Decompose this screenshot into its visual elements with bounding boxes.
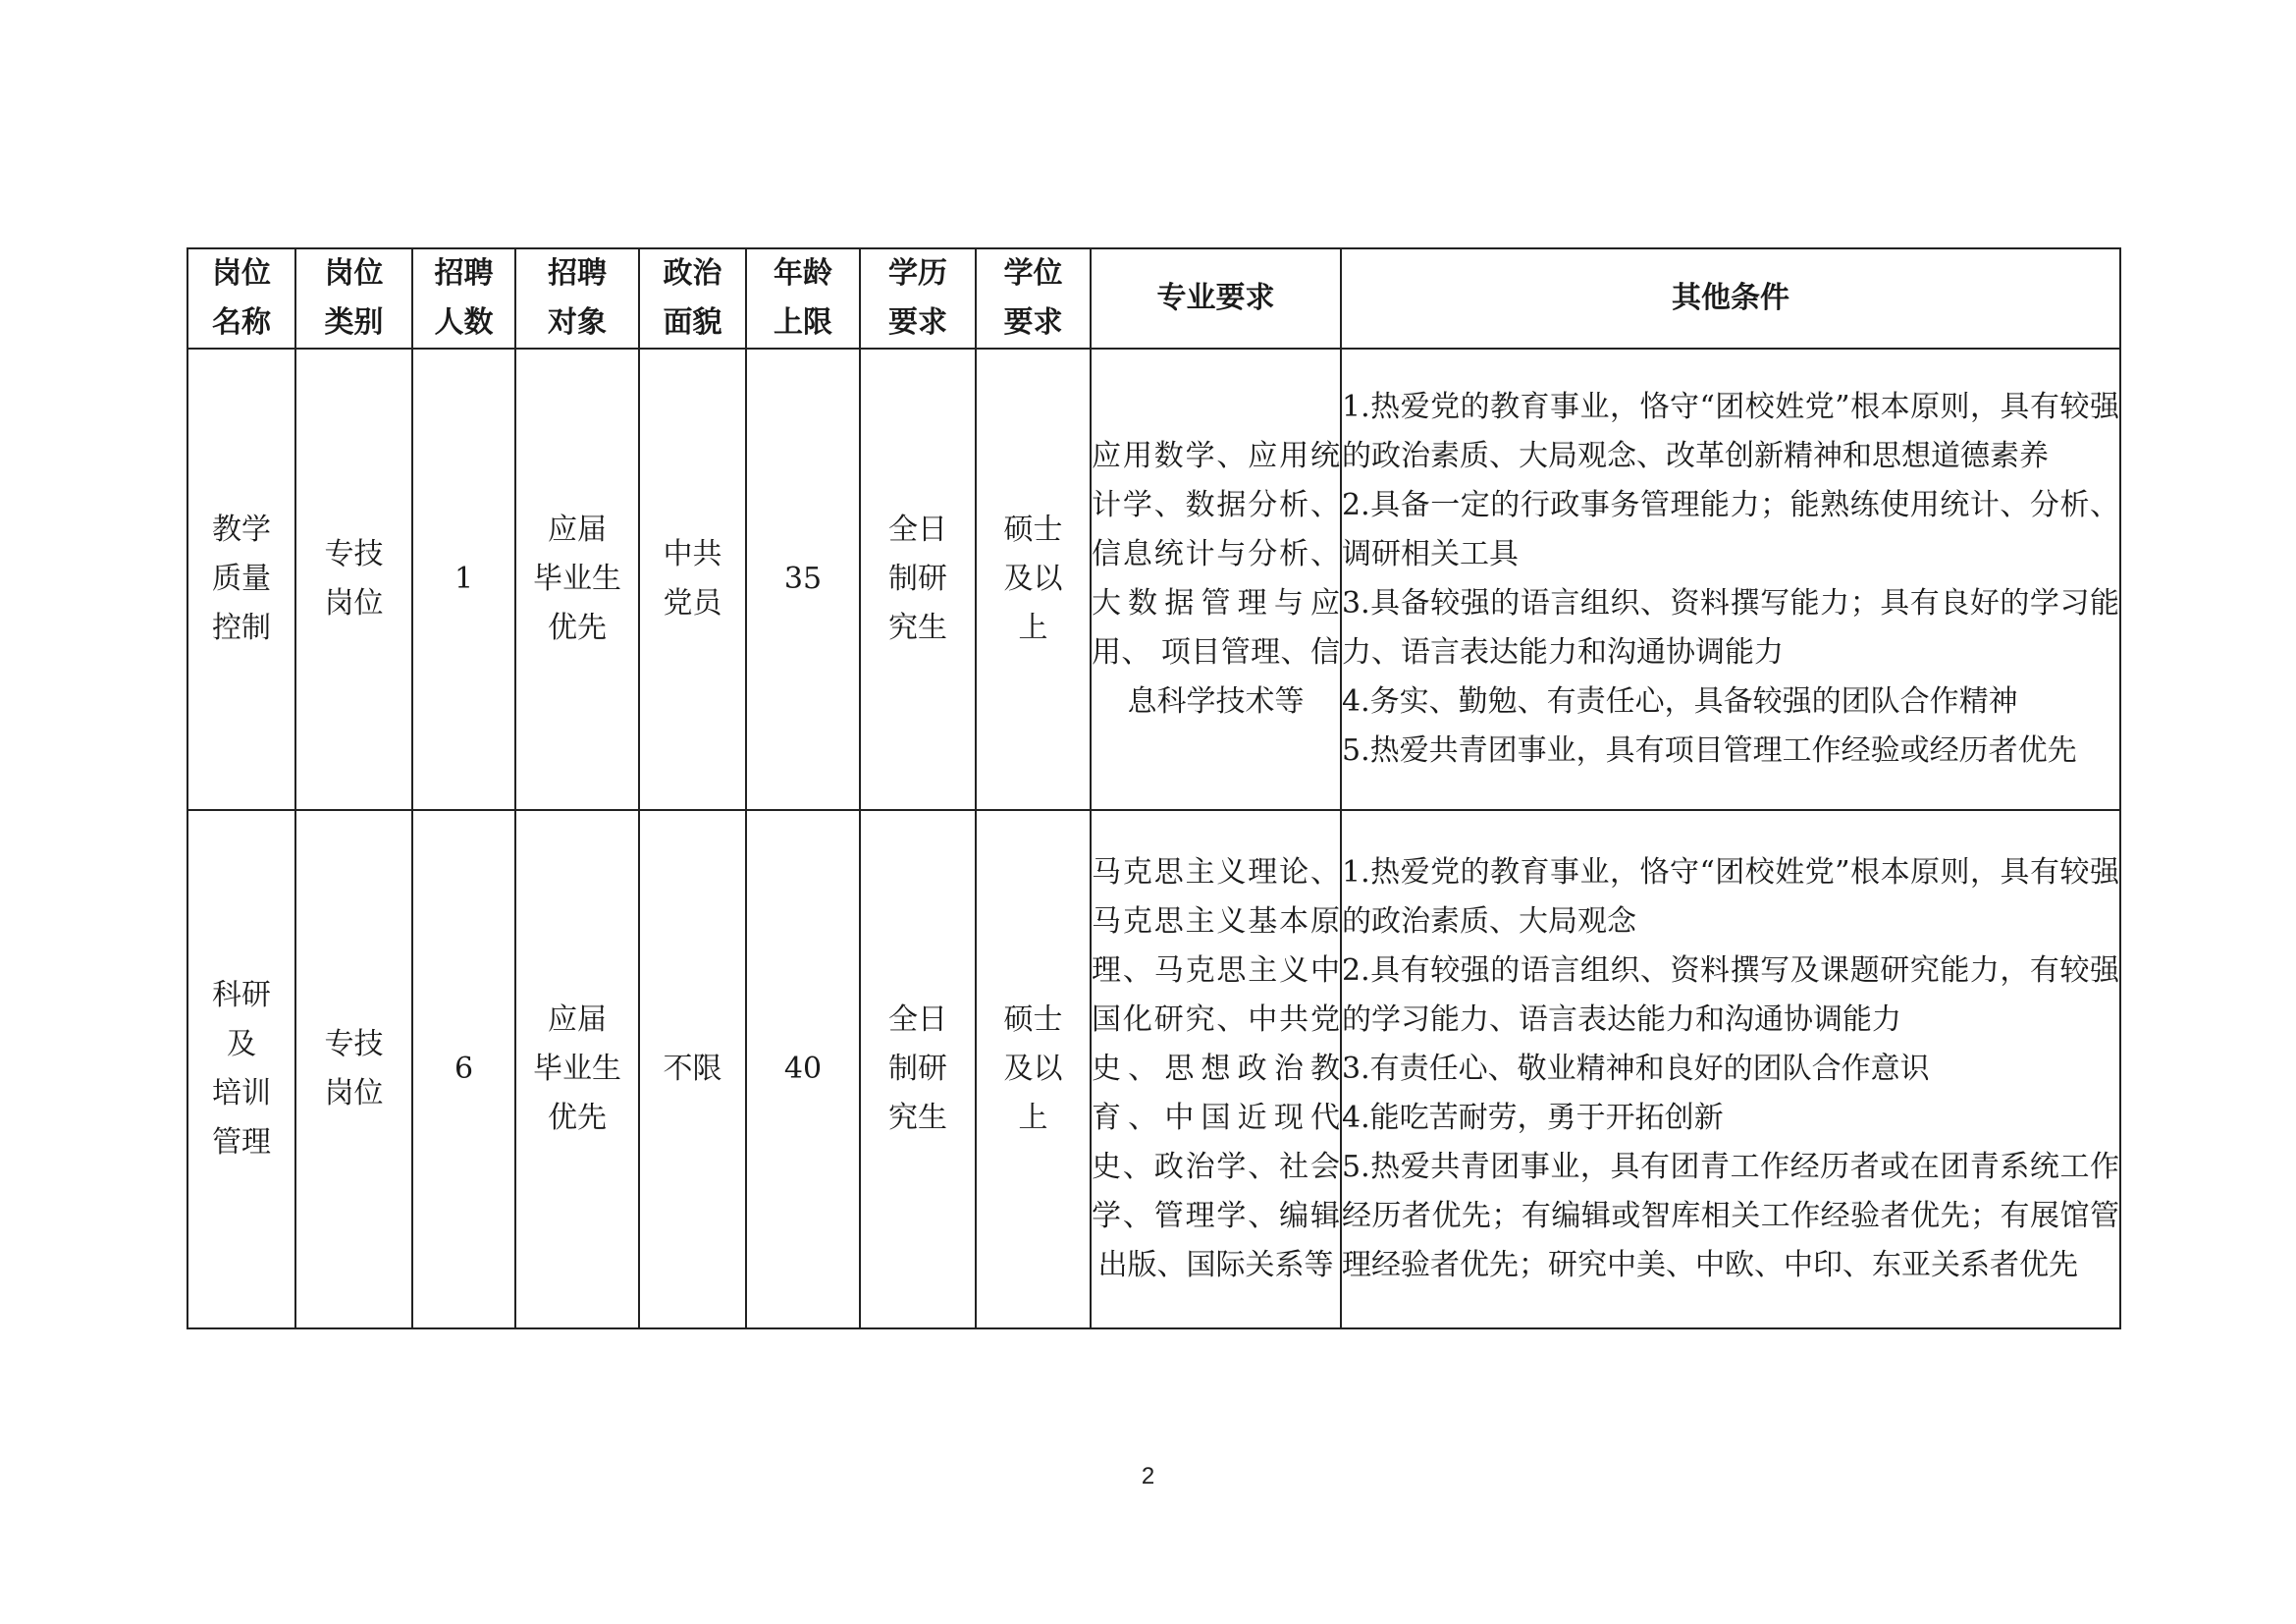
degree-cell: 硕士 及以 上 — [976, 810, 1091, 1328]
position-category-cell: 专技 岗位 — [295, 810, 412, 1328]
headcount-cell: 1 — [412, 349, 515, 810]
headcount-cell: 6 — [412, 810, 515, 1328]
header-cell: 岗位 类别 — [295, 248, 412, 349]
condition-item: 1.热爱党的教育事业，恪守“团校姓党”根本原则，具有较强的政治素质、大局观念、改革创新精神和思想道德素养 — [1342, 390, 2119, 473]
header-cell: 政治 面貌 — [639, 248, 746, 349]
header-cell: 其他条件 — [1341, 248, 2120, 349]
condition-item: 2.具备一定的行政事务管理能力；能熟练使用统计、分析、调研相关工具 — [1342, 488, 2119, 571]
condition-item: 1.热爱党的教育事业，恪守“团校姓党”根本原则，具有较强的政治素质、大局观念 — [1342, 855, 2119, 939]
age-limit-cell: 35 — [746, 349, 860, 810]
other-conditions-cell — [1341, 810, 2120, 1328]
education-cell: 全日 制研 究生 — [860, 349, 976, 810]
major-requirement-cell: 应用数学、应用统计学、数据分析、信息统计与分析、大数据管理与应用、 项目管理、信息科学技术等 — [1091, 349, 1341, 810]
table-row — [187, 349, 2120, 810]
header-cell: 岗位 名称 — [187, 248, 295, 349]
condition-item: 3.具备较强的语言组织、资料撰写能力；具有良好的学习能力、语言表达能力和沟通协调能力 — [1342, 586, 2119, 670]
degree-cell: 硕士 及以 上 — [976, 349, 1091, 810]
recruitment-table — [187, 247, 2121, 1329]
header-cell: 年龄 上限 — [746, 248, 860, 349]
header-cell: 招聘 对象 — [515, 248, 639, 349]
header-cell: 专业要求 — [1091, 248, 1341, 349]
header-cell: 招聘 人数 — [412, 248, 515, 349]
condition-item: 5.热爱共青团事业，具有项目管理工作经验或经历者优先 — [1342, 733, 2077, 768]
position-name-cell: 教学 质量 控制 — [187, 349, 295, 810]
condition-item: 4.务实、勤勉、有责任心，具备较强的团队合作精神 — [1342, 684, 2018, 719]
position-name-cell: 科研 及 培训 管理 — [187, 810, 295, 1328]
education-cell: 全日 制研 究生 — [860, 810, 976, 1328]
major-requirement-cell: 马克思主义理论、马克思主义基本原理、马克思主义中国化研究、中共党史、思想政治教育、中国近现代史、政治学、社会学、管理学、编辑出版、国际关系等 — [1091, 810, 1341, 1328]
header-cell: 学位 要求 — [976, 248, 1091, 349]
condition-item: 3.有责任心、敬业精神和良好的团队合作意识 — [1342, 1052, 1930, 1086]
position-category-cell: 专技 岗位 — [295, 349, 412, 810]
political-status-cell: 不限 — [639, 810, 746, 1328]
target-cell: 应届 毕业生 优先 — [515, 349, 639, 810]
political-status-cell: 中共 党员 — [639, 349, 746, 810]
target-cell: 应届 毕业生 优先 — [515, 810, 639, 1328]
header-cell: 学历 要求 — [860, 248, 976, 349]
condition-item: 2.具有较强的语言组织、资料撰写及课题研究能力，有较强的学习能力、语言表达能力和沟通协调能力 — [1342, 953, 2119, 1037]
condition-item: 5.热爱共青团事业，具有团青工作经历者或在团青系统工作经历者优先；有编辑或智库相关工作经验者优先；有展馆管理经验者优先；研究中美、中欧、中印、东亚关系者优先 — [1342, 1150, 2119, 1282]
page-number: 2 — [1141, 1463, 1155, 1489]
age-limit-cell: 40 — [746, 810, 860, 1328]
other-conditions-cell — [1341, 349, 2120, 810]
table-row — [187, 810, 2120, 1328]
table-header-row — [187, 248, 2120, 349]
condition-item: 4.能吃苦耐劳，勇于开拓创新 — [1342, 1101, 1724, 1135]
